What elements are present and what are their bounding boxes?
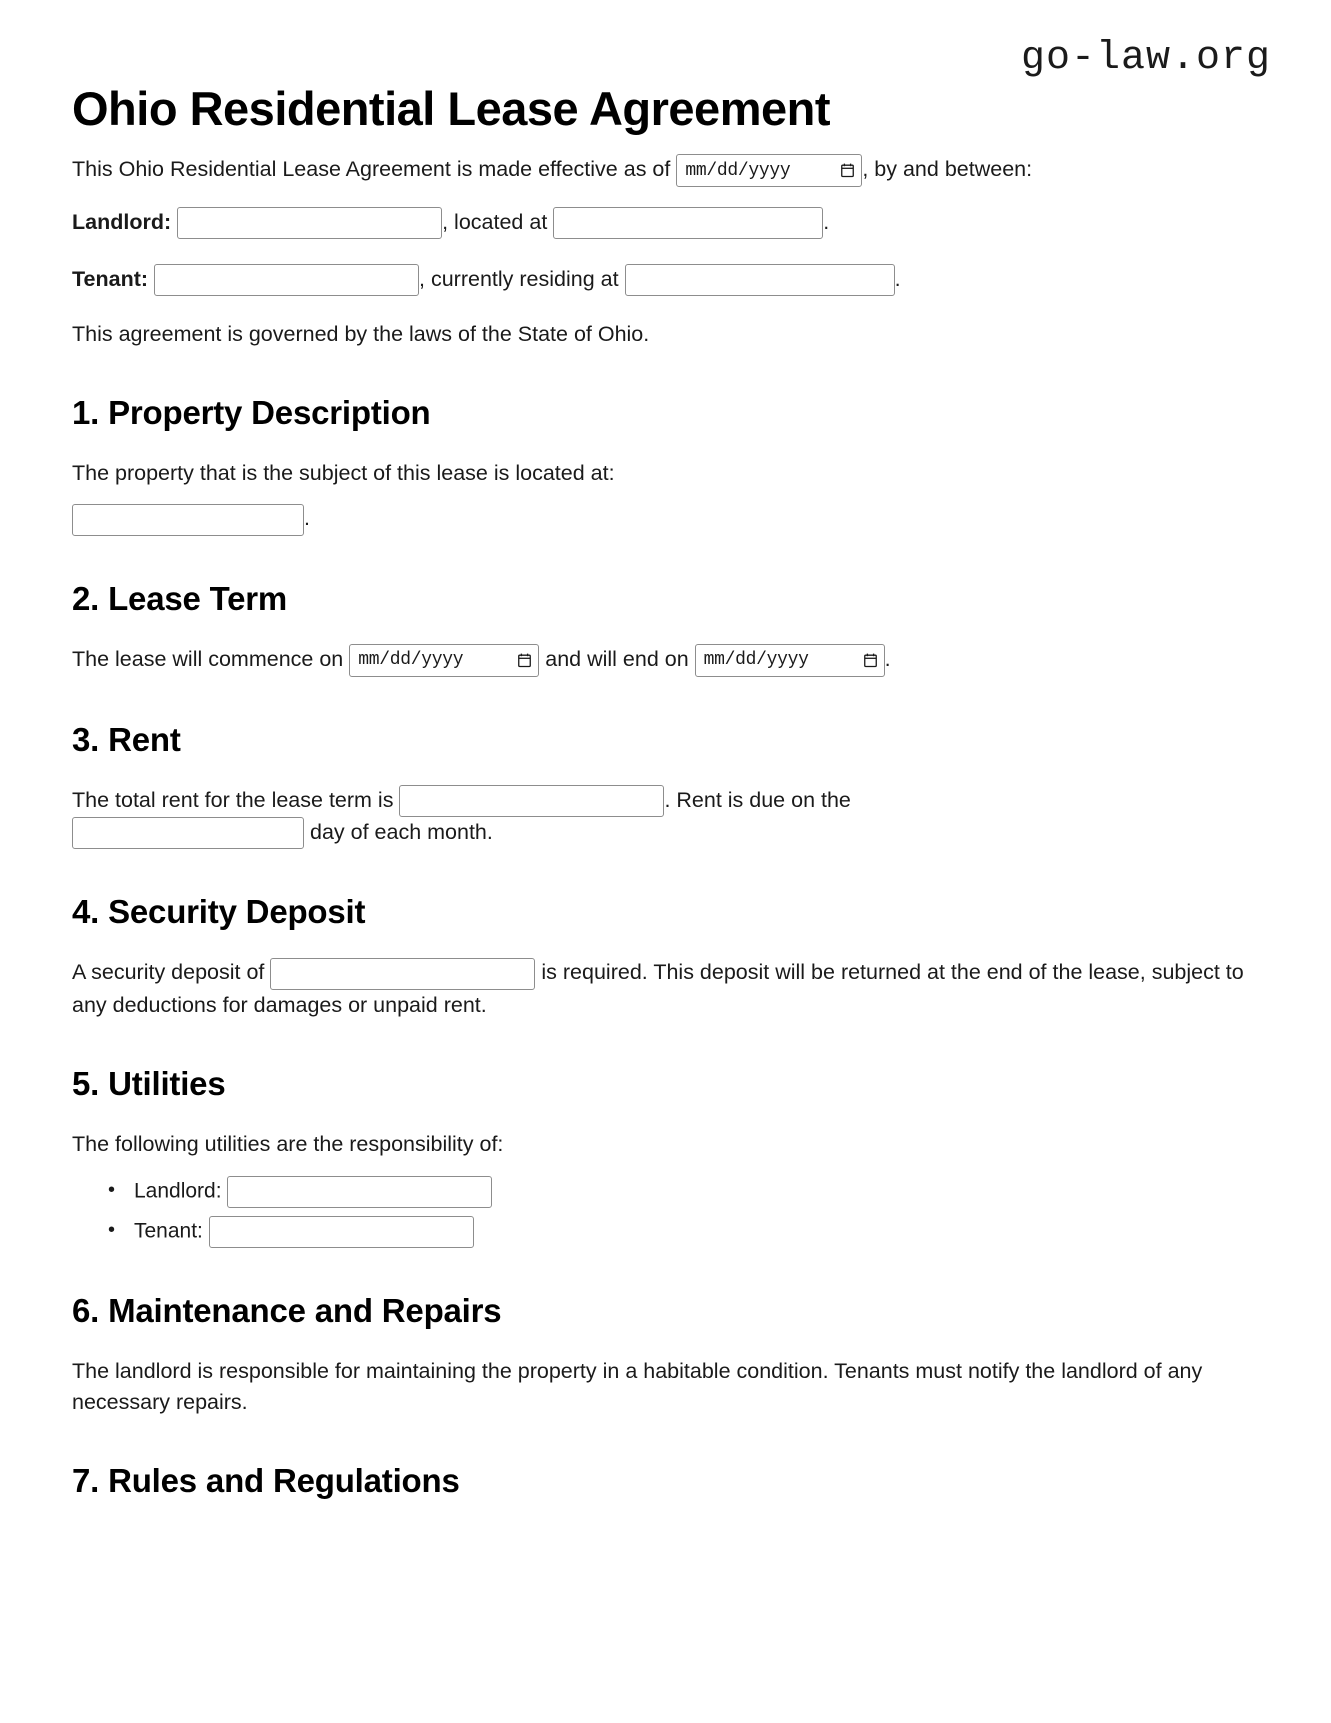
- list-item: [134, 1216, 1259, 1248]
- tenant-end-text: .: [894, 267, 901, 292]
- property-description-lead: The property that is the subject of this lease is located at:: [72, 461, 615, 486]
- page-title: Ohio Residential Lease Agreement: [72, 82, 830, 135]
- utilities-landlord-input[interactable]: [227, 1176, 492, 1208]
- utilities-list: [72, 1176, 1259, 1248]
- rent-before-amount: The total rent for the lease term is: [72, 787, 394, 812]
- lease-term-line: [72, 644, 1259, 677]
- security-deposit-input[interactable]: [270, 958, 535, 990]
- tenant-address-input[interactable]: [625, 264, 895, 296]
- list-item: [134, 1176, 1259, 1208]
- lease-end-date-input[interactable]: [695, 644, 885, 677]
- landlord-address-input[interactable]: [553, 207, 823, 239]
- governing-law-text: This agreement is governed by the laws of the State of Ohio.: [72, 322, 650, 347]
- rent-after-day: day of each month.: [309, 820, 493, 845]
- calendar-icon[interactable]: [518, 653, 531, 668]
- lease-term-between-text: and will end on: [545, 646, 689, 671]
- landlord-name-input[interactable]: [177, 207, 442, 239]
- intro-text-before-date: This Ohio Residential Lease Agreement is made effective as of: [72, 157, 671, 182]
- utilities-landlord-label: Landlord:: [134, 1179, 222, 1203]
- section-heading-utilities: 5. Utilities: [72, 1064, 226, 1102]
- section-heading-lease-term: 2. Lease Term: [72, 579, 288, 617]
- utilities-lead: The following utilities are the responsibility of:: [72, 1131, 504, 1156]
- tenant-mid-text: , currently residing at: [419, 267, 619, 292]
- maintenance-body-text: The landlord is responsible for maintaining the property in a habitable condition. Tenants must notify the landlord of any necessary repairs.: [72, 1359, 1203, 1415]
- total-rent-input[interactable]: [399, 785, 664, 817]
- tenant-label: Tenant:: [72, 267, 149, 292]
- calendar-icon[interactable]: [864, 653, 877, 668]
- security-deposit-line: [72, 957, 1259, 1021]
- effective-date-paragraph: [72, 154, 1259, 187]
- landlord-label: Landlord:: [72, 210, 172, 235]
- tenant-line: [72, 258, 1259, 301]
- lease-term-before-start: The lease will commence on: [72, 646, 344, 671]
- tenant-name-input[interactable]: [154, 264, 419, 296]
- property-address-period: .: [304, 506, 310, 531]
- utilities-tenant-input[interactable]: [209, 1216, 474, 1248]
- deposit-before-amount: A security deposit of: [72, 960, 265, 985]
- lease-end-date-placeholder: mm/dd/yyyy: [703, 650, 809, 671]
- lease-start-date-placeholder: mm/dd/yyyy: [358, 650, 464, 671]
- section-heading-property-description: 1. Property Description: [72, 394, 431, 432]
- site-brand: go-law.org: [1020, 36, 1271, 81]
- property-address-line: [72, 503, 1259, 535]
- intro-text-after-date: , by and between:: [862, 157, 1033, 182]
- property-address-input[interactable]: [72, 504, 304, 536]
- rent-due-day-input[interactable]: [72, 817, 304, 849]
- calendar-icon[interactable]: [841, 163, 854, 178]
- landlord-mid-text: , located at: [442, 210, 548, 235]
- rent-line: [72, 785, 1259, 850]
- lease-term-period: .: [884, 646, 891, 671]
- utilities-tenant-label: Tenant:: [134, 1219, 203, 1243]
- section-heading-rules-and-regulations: 7. Rules and Regulations: [72, 1462, 460, 1500]
- rent-after-amount: . Rent is due on the: [664, 787, 851, 812]
- section-heading-security-deposit: 4. Security Deposit: [72, 893, 366, 931]
- section-heading-rent: 3. Rent: [72, 720, 181, 758]
- lease-start-date-input[interactable]: [349, 644, 539, 677]
- effective-date-placeholder: mm/dd/yyyy: [685, 160, 791, 181]
- section-heading-maintenance-and-repairs: 6. Maintenance and Repairs: [72, 1292, 502, 1330]
- landlord-end-text: .: [823, 210, 830, 235]
- landlord-line: [72, 201, 1259, 244]
- effective-date-input[interactable]: [676, 154, 862, 187]
- deposit-after-amount: is required. This deposit will be returned at the end of the lease, subject to any deductions for damages or unpaid rent.: [72, 960, 1244, 1017]
